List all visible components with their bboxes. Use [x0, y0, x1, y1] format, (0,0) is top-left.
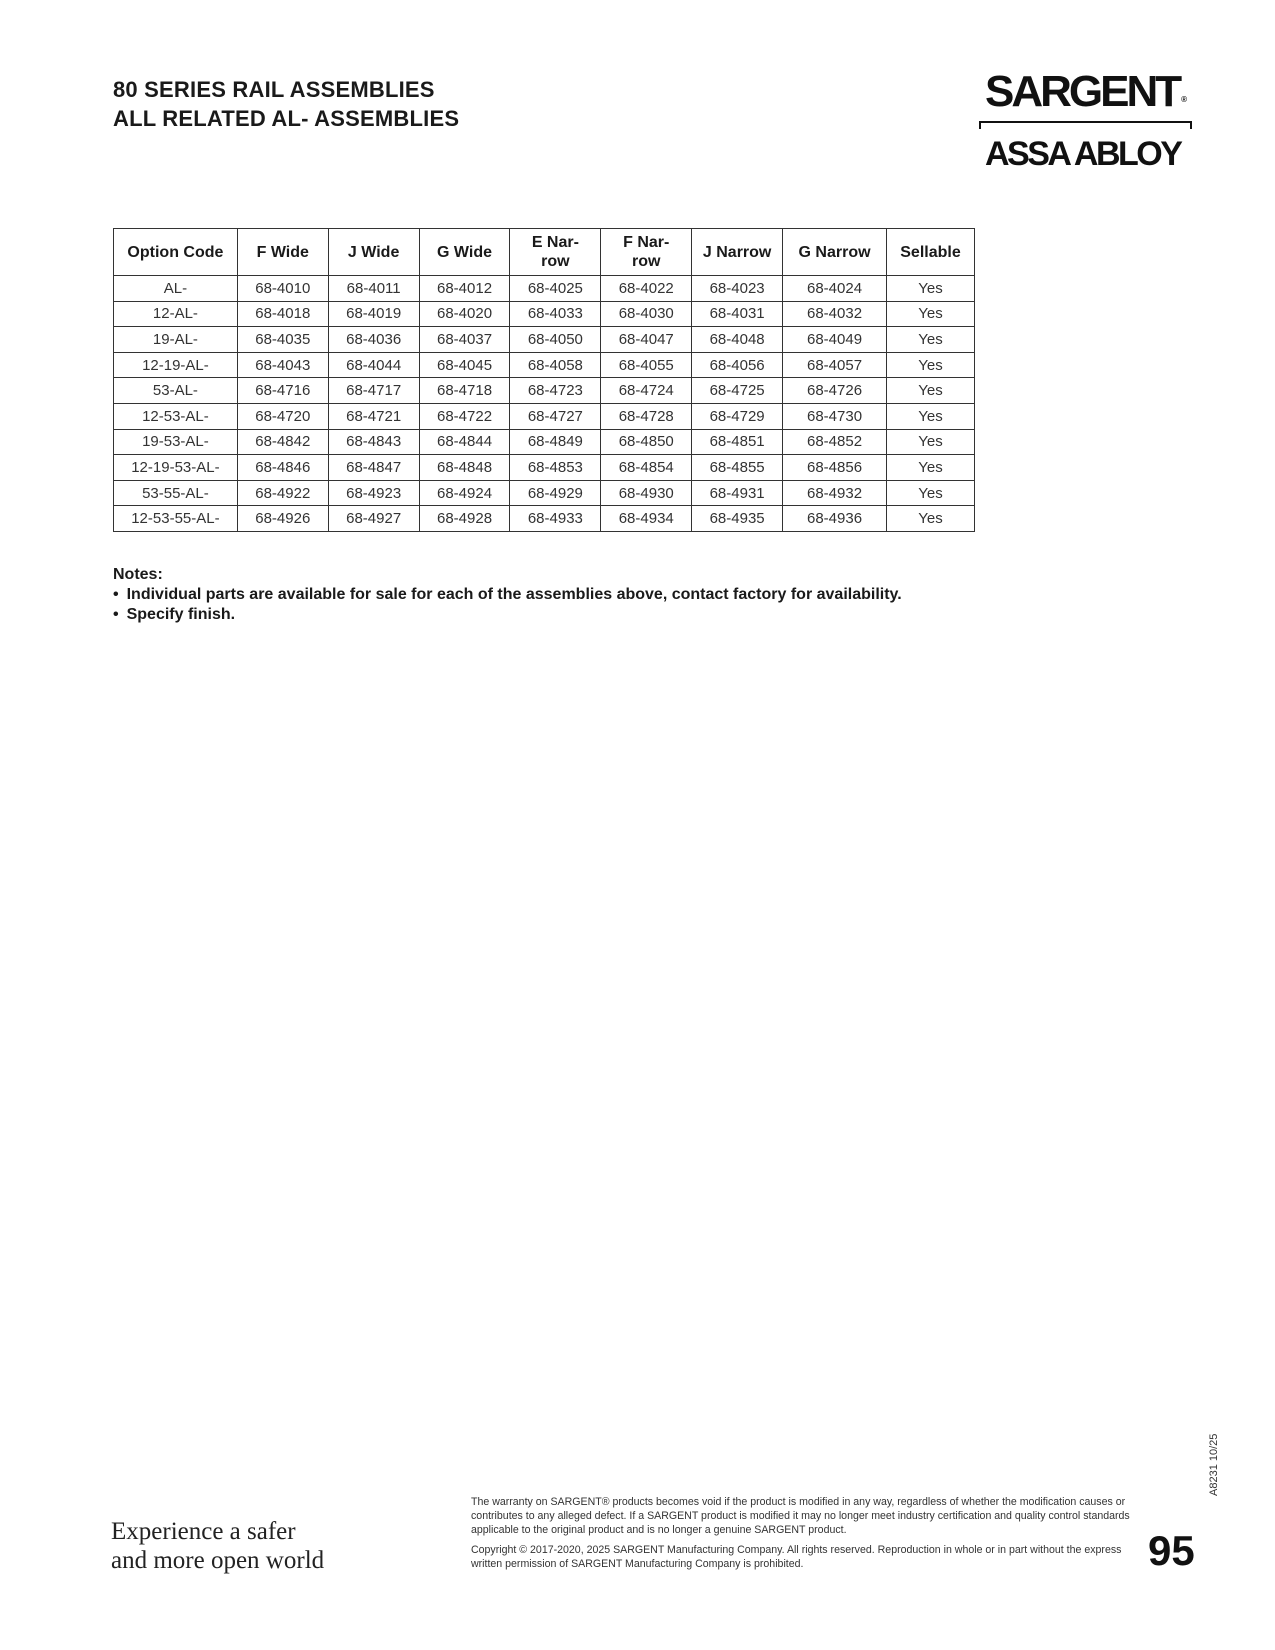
note-item: • Individual parts are available for sale for each of the assemblies above, contact factory for availability. [113, 585, 902, 605]
part-number-cell: 68-4725 [692, 378, 783, 404]
legal-text [471, 1495, 1131, 1577]
registered-mark: ® [1181, 95, 1188, 104]
option-code-cell: 19-53-AL- [114, 429, 238, 455]
part-number-cell: 68-4844 [419, 429, 510, 455]
part-number-cell: 68-4922 [237, 480, 328, 506]
part-number-cell: 68-4049 [783, 327, 887, 353]
part-number-cell: 68-4850 [601, 429, 692, 455]
table-row [114, 327, 975, 353]
part-number-cell: 68-4024 [783, 276, 887, 302]
part-number-cell: 68-4011 [328, 276, 419, 302]
part-number-cell: 68-4855 [692, 455, 783, 481]
part-number-cell: 68-4018 [237, 301, 328, 327]
part-number-cell: 68-4848 [419, 455, 510, 481]
sellable-cell: Yes [886, 480, 974, 506]
part-number-cell: 68-4923 [328, 480, 419, 506]
title-line-1: 80 SERIES RAIL ASSEMBLIES [113, 77, 435, 102]
option-code-cell: AL- [114, 276, 238, 302]
col-header-f-narrow: F Nar- row [601, 229, 692, 276]
part-number-cell: 68-4019 [328, 301, 419, 327]
part-number-cell: 68-4025 [510, 276, 601, 302]
part-number-cell: 68-4036 [328, 327, 419, 353]
col-header-sellable: Sellable [886, 229, 974, 276]
table-row [114, 276, 975, 302]
part-number-cell: 68-4037 [419, 327, 510, 353]
part-number-cell: 68-4933 [510, 506, 601, 532]
logo-bracket-divider [979, 121, 1192, 131]
option-code-cell: 53-AL- [114, 378, 238, 404]
part-number-cell: 68-4935 [692, 506, 783, 532]
sellable-cell: Yes [886, 506, 974, 532]
option-code-cell: 12-19-53-AL- [114, 455, 238, 481]
part-number-cell: 68-4045 [419, 352, 510, 378]
part-number-cell: 68-4928 [419, 506, 510, 532]
part-number-cell: 68-4851 [692, 429, 783, 455]
part-number-cell: 68-4023 [692, 276, 783, 302]
part-number-cell: 68-4718 [419, 378, 510, 404]
table-header-row [114, 229, 975, 276]
part-number-cell: 68-4057 [783, 352, 887, 378]
warranty-notice: The warranty on SARGENT® products becomes void if the product is modified in any way, regardless of whether the modification causes or contributes to any alleged defect. If a SARGENT product is modified it may no longer meet industry certification and quality control standards applicable to the original product and is no longer a genuine SARGENT product. [471, 1496, 1130, 1536]
col-header-f-wide: F Wide [237, 229, 328, 276]
part-number-cell: 68-4730 [783, 403, 887, 429]
part-number-cell: 68-4847 [328, 455, 419, 481]
col-header-g-narrow: G Narrow [783, 229, 887, 276]
option-code-cell: 12-53-55-AL- [114, 506, 238, 532]
part-number-cell: 68-4846 [237, 455, 328, 481]
part-number-cell: 68-4932 [783, 480, 887, 506]
part-number-cell: 68-4729 [692, 403, 783, 429]
part-number-cell: 68-4931 [692, 480, 783, 506]
part-number-cell: 68-4020 [419, 301, 510, 327]
sellable-cell: Yes [886, 327, 974, 353]
copyright-notice: Copyright © 2017-2020, 2025 SARGENT Manufacturing Company. All rights reserved. Reproduction in whole or in part without the express written permission of SARGENT Manufacturing Company is prohibited. [471, 1544, 1122, 1570]
part-number-cell: 68-4012 [419, 276, 510, 302]
col-header-e-narrow: E Nar- row [510, 229, 601, 276]
sellable-cell: Yes [886, 455, 974, 481]
part-number-cell: 68-4934 [601, 506, 692, 532]
part-number-cell: 68-4032 [783, 301, 887, 327]
part-number-cell: 68-4030 [601, 301, 692, 327]
part-number-cell: 68-4926 [237, 506, 328, 532]
table-row [114, 301, 975, 327]
part-number-cell: 68-4043 [237, 352, 328, 378]
title-line-2: ALL RELATED AL- ASSEMBLIES [113, 106, 460, 131]
part-number-cell: 68-4717 [328, 378, 419, 404]
option-code-cell: 19-AL- [114, 327, 238, 353]
table-row [114, 480, 975, 506]
part-number-cell: 68-4853 [510, 455, 601, 481]
part-number-cell: 68-4721 [328, 403, 419, 429]
col-header-j-wide: J Wide [328, 229, 419, 276]
tagline [111, 1517, 324, 1575]
part-number-cell: 68-4022 [601, 276, 692, 302]
table-row [114, 455, 975, 481]
assembly-parts-table [113, 228, 975, 532]
col-header-g-wide: G Wide [419, 229, 510, 276]
document-code: A8231 10/25 [1208, 1433, 1220, 1496]
part-number-cell: 68-4936 [783, 506, 887, 532]
table-row [114, 506, 975, 532]
sellable-cell: Yes [886, 301, 974, 327]
option-code-cell: 12-AL- [114, 301, 238, 327]
option-code-cell: 12-53-AL- [114, 403, 238, 429]
tagline-line-2: and more open world [111, 1547, 325, 1574]
part-number-cell: 68-4724 [601, 378, 692, 404]
sargent-assa-abloy-logo [985, 67, 1195, 173]
part-number-cell: 68-4048 [692, 327, 783, 353]
part-number-cell: 68-4727 [510, 403, 601, 429]
sellable-cell: Yes [886, 276, 974, 302]
part-number-cell: 68-4854 [601, 455, 692, 481]
option-code-cell: 12-19-AL- [114, 352, 238, 378]
tagline-line-1: Experience a safer [111, 1518, 296, 1545]
part-number-cell: 68-4055 [601, 352, 692, 378]
part-number-cell: 68-4031 [692, 301, 783, 327]
part-number-cell: 68-4044 [328, 352, 419, 378]
part-number-cell: 68-4728 [601, 403, 692, 429]
part-number-cell: 68-4047 [601, 327, 692, 353]
part-number-cell: 68-4722 [419, 403, 510, 429]
note-item: • Specify finish. [113, 605, 902, 625]
table-row [114, 352, 975, 378]
sellable-cell: Yes [886, 403, 974, 429]
part-number-cell: 68-4716 [237, 378, 328, 404]
part-number-cell: 68-4852 [783, 429, 887, 455]
col-header-option-code: Option Code [114, 229, 238, 276]
sellable-cell: Yes [886, 352, 974, 378]
page-title [113, 75, 459, 133]
notes-list [113, 585, 902, 625]
notes-section [113, 565, 902, 625]
table-row [114, 429, 975, 455]
part-number-cell: 68-4058 [510, 352, 601, 378]
part-number-cell: 68-4842 [237, 429, 328, 455]
page-number: 95 [1148, 1527, 1195, 1574]
part-number-cell: 68-4035 [237, 327, 328, 353]
part-number-cell: 68-4056 [692, 352, 783, 378]
part-number-cell: 68-4726 [783, 378, 887, 404]
part-number-cell: 68-4929 [510, 480, 601, 506]
table-row [114, 378, 975, 404]
assa-abloy-wordmark: ASSA ABLOY [985, 135, 1181, 173]
part-number-cell: 68-4856 [783, 455, 887, 481]
part-number-cell: 68-4924 [419, 480, 510, 506]
part-number-cell: 68-4723 [510, 378, 601, 404]
col-header-j-narrow: J Narrow [692, 229, 783, 276]
sellable-cell: Yes [886, 429, 974, 455]
table-row [114, 403, 975, 429]
part-number-cell: 68-4927 [328, 506, 419, 532]
option-code-cell: 53-55-AL- [114, 480, 238, 506]
part-number-cell: 68-4010 [237, 276, 328, 302]
part-number-cell: 68-4050 [510, 327, 601, 353]
sargent-wordmark [985, 67, 1195, 116]
sargent-wordmark-text: SARGENT [985, 67, 1180, 116]
sellable-cell: Yes [886, 378, 974, 404]
notes-heading: Notes: [113, 566, 163, 583]
part-number-cell: 68-4720 [237, 403, 328, 429]
part-number-cell: 68-4033 [510, 301, 601, 327]
table-body [114, 276, 975, 532]
part-number-cell: 68-4843 [328, 429, 419, 455]
part-number-cell: 68-4930 [601, 480, 692, 506]
part-number-cell: 68-4849 [510, 429, 601, 455]
